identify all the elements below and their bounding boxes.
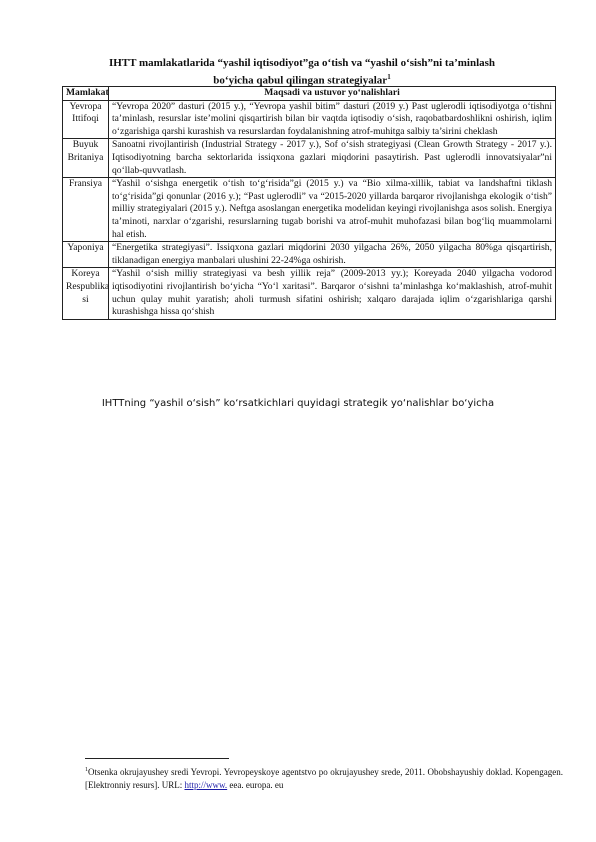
title-footnote-mark: 1 (387, 73, 391, 81)
table-row (63, 139, 556, 178)
table-row (63, 242, 556, 268)
title-line-1: IHTT mamlakatlarida “yashil iqtisodiyot”ga o‘tish va “yashil o‘sish”ni ta’minlash (108, 57, 496, 69)
goals-cell: “Yashil o‘sish milliy strategiyasi va besh yillik reja” (2009-2013 yy.); Koreyada 2040 yilgacha vodorod iqtisodiyotini rivojlantirish bo‘yicha “Yo‘l xaritasi”. Barqaror o‘sishni ta’minlashga ko‘maklashish, atrof-muhit uchun qulay muhit yaratish; aholi turmush sifatini oshirish; xalqaro darajada iqlim o‘zgarishlariga qarshi kurashishga hissa qo‘shish (109, 268, 556, 319)
footnote-link[interactable]: http://www. (184, 780, 228, 790)
table-title (62, 56, 542, 88)
goals-cell: “Yevropa 2020” dasturi (2015 y.), “Yevropa yashil bitim” dasturi (2019 y.) Past uglerodli iqtisodiyotga o‘tishni ta’minlash, resurslar iste’molini qisqartirish bilan bir vaqtda iqtisodiy o‘sish, raqobatbardoshlikni oshirish, iqlim o‘zgarishiga qarshi kurashish va resurslardan foydalanishning atrof-muhitga salbiy ta’sirini cheklash (109, 100, 556, 139)
title-line-2: bo‘yicha qabul qilingan strategiyalar (213, 74, 388, 87)
strategies-table (62, 86, 556, 320)
country-cell: Yevropa Ittifoqi (63, 100, 109, 139)
table-header-row (63, 87, 556, 101)
footnote-tail: eea. europa. eu (227, 780, 284, 790)
header-country: Mamlakat (63, 87, 109, 101)
table-row (63, 178, 556, 242)
country-cell: Yaponiya (63, 242, 109, 268)
goals-cell: “Yashil o‘sishga energetik o‘tish to‘g‘risida”gi (2015 y.) va “Bio xilma-xillik, tabiat va landshaftni tiklash to‘g‘risida”gi qonunlar (2016 y.); “Past uglerodli” va “2015-2020 yillarda barqaror rivojlanishga ekologik o‘tish” milliy strategiyalari (2015 y.). Neftga asoslangan energetika modelidan keyingi rivojlanishga asos solish. Energiya ta’minoti, narxlar o‘zgarishi, resurslarning tugab borishi va atrof-muhit muhofazasi bilan bog‘liq muammolarni hal etish. (109, 178, 556, 242)
goals-cell: Sanoatni rivojlantirish (Industrial Strategy - 2017 y.), Sof o‘sish strategiyasi (Clean Growth Strategy - 2017 y.). Iqtisodiyotning barcha sektorlarida issiqxona gazlari miqdorini pasaytirish. Past uglerodli innovatsiyalar”ni qo‘llab-quvvatlash. (109, 139, 556, 178)
table-row (63, 268, 556, 319)
table-row (63, 100, 556, 139)
country-cell: Koreya Respublika si (63, 268, 109, 319)
header-goals: Maqsadi va ustuvor yo‘nalishlari (109, 87, 556, 101)
footnote (85, 764, 563, 792)
country-cell: Buyuk Britaniya (63, 139, 109, 178)
country-cell: Fransiya (63, 178, 109, 242)
body-paragraph: IHTTning “yashil o‘sish” ko‘rsatkichlari quyidagi strategik yo‘nalishlar bo‘yicha (101, 398, 495, 409)
footnote-mark: 1 (85, 767, 88, 773)
footnote-divider (85, 758, 229, 759)
footnote-text: Otsenka okrujayushey sredi Yevropi. Yevropeyskoye agentstvo po okrujayushey srede, 2011. Obobshayushiy doklad. Kopengagen. [Elektronniy resurs]. URL: (85, 767, 563, 790)
goals-cell: “Energetika strategiyasi”. Issiqxona gazlari miqdorini 2030 yilgacha 26%, 2050 yilgacha 80%ga qisqartirish, tiklanadigan energiya manbalari ulushini 22-24%ga oshirish. (109, 242, 556, 268)
